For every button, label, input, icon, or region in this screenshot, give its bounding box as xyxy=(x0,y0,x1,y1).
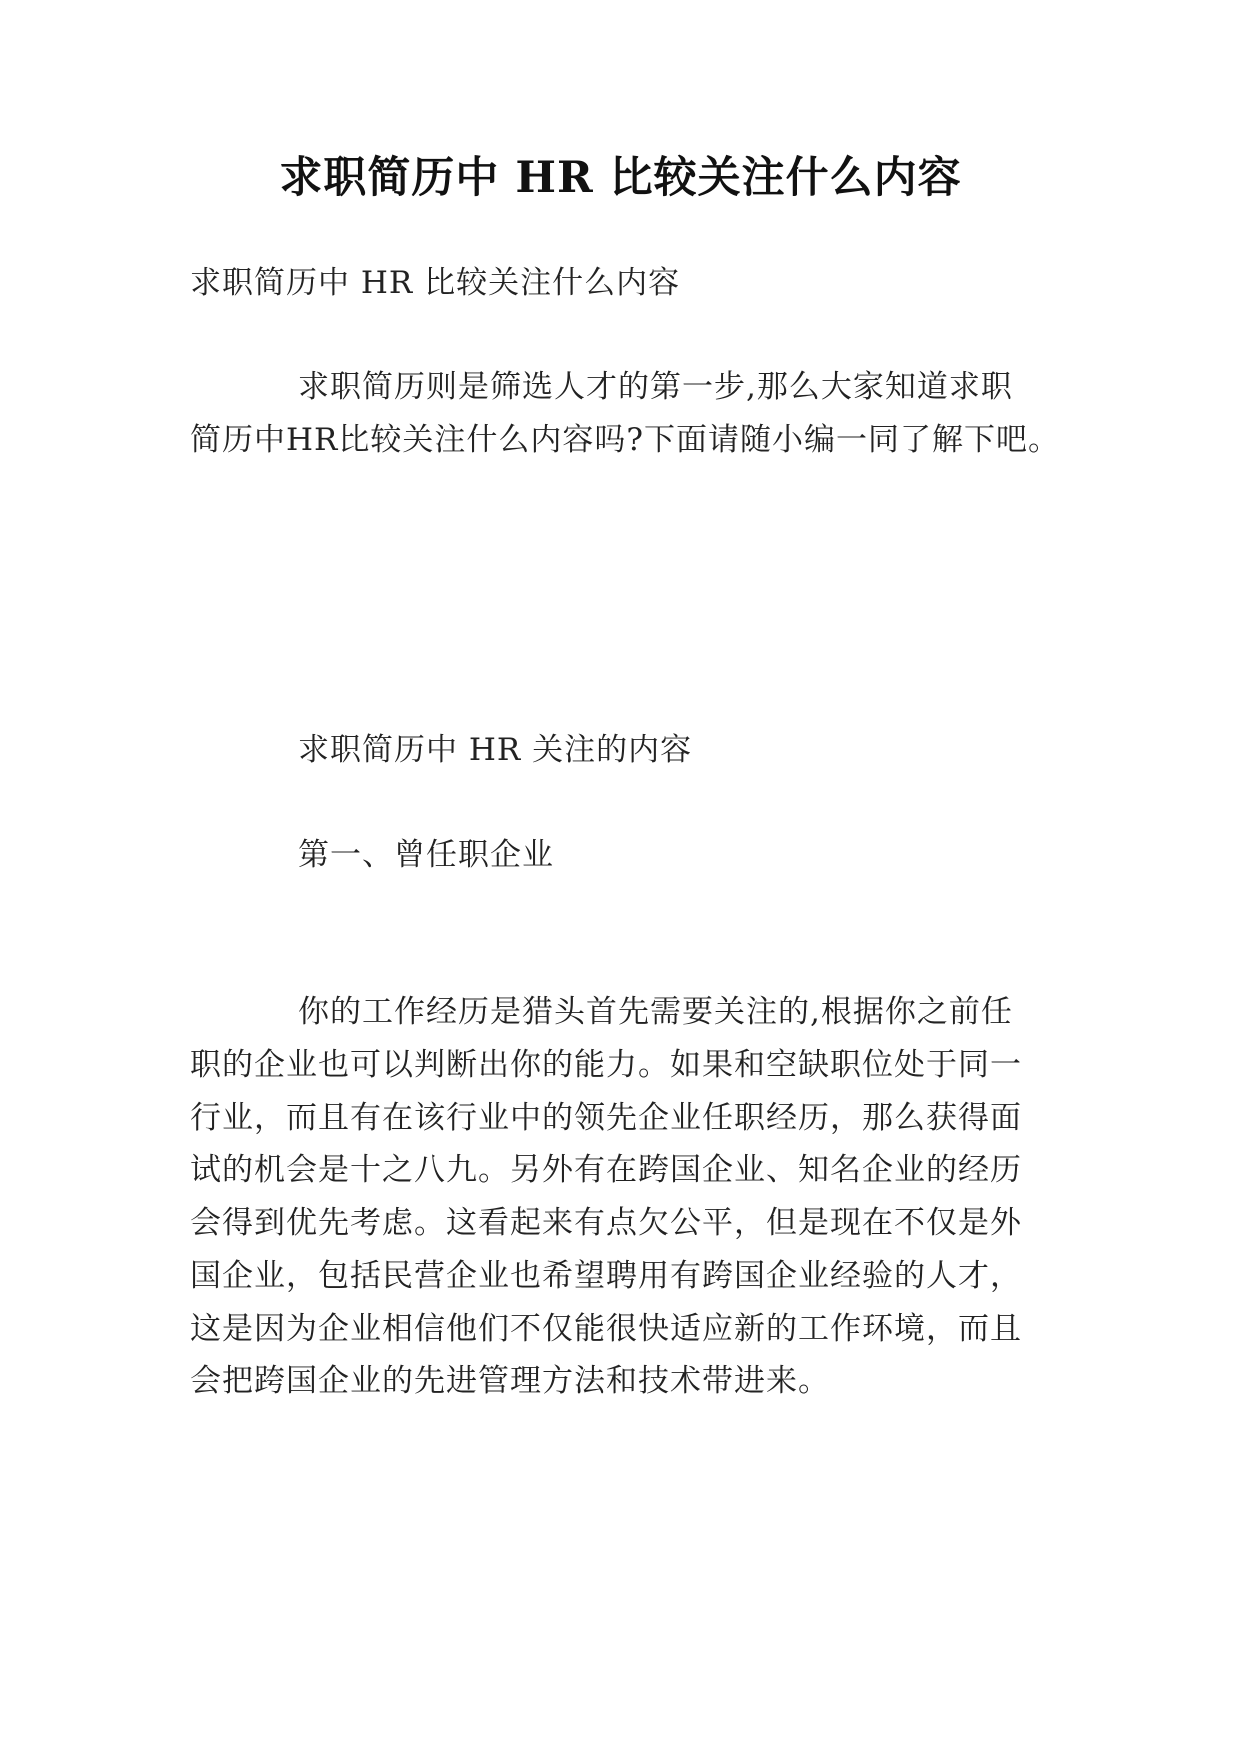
body-line: 会得到优先考虑。这看起来有点欠公平，但是现在不仅是外 xyxy=(190,1205,1022,1241)
intro-line: 简历中HR比较关注什么内容吗?下面请随小编一同了解下吧。 xyxy=(190,422,1060,458)
body-line: 国企业，包括民营企业也希望聘用有跨国企业经验的人才， xyxy=(190,1258,1022,1294)
document-subtitle: 求职简历中 HR 比较关注什么内容 xyxy=(190,265,681,301)
section-heading: 求职简历中 HR 关注的内容 xyxy=(298,732,693,768)
body-line: 职的企业也可以判断出你的能力。如果和空缺职位处于同一 xyxy=(190,1047,1022,1083)
body-line: 你的工作经历是猎头首先需要关注的,根据你之前任 xyxy=(298,994,1013,1030)
body-line: 会把跨国企业的先进管理方法和技术带进来。 xyxy=(190,1363,830,1399)
document-title: 求职简历中 HR 比较关注什么内容 xyxy=(279,153,962,203)
body-line: 这是因为企业相信他们不仅能很快适应新的工作环境，而且 xyxy=(190,1311,1022,1347)
point-one-heading: 第一、曾任职企业 xyxy=(298,837,554,873)
body-line: 试的机会是十之八九。另外有在跨国企业、知名企业的经历 xyxy=(190,1152,1022,1188)
body-line: 行业，而且有在该行业中的领先企业任职经历，那么获得面 xyxy=(190,1100,1022,1136)
intro-line: 求职简历则是筛选人才的第一步,那么大家知道求职 xyxy=(298,369,1013,405)
